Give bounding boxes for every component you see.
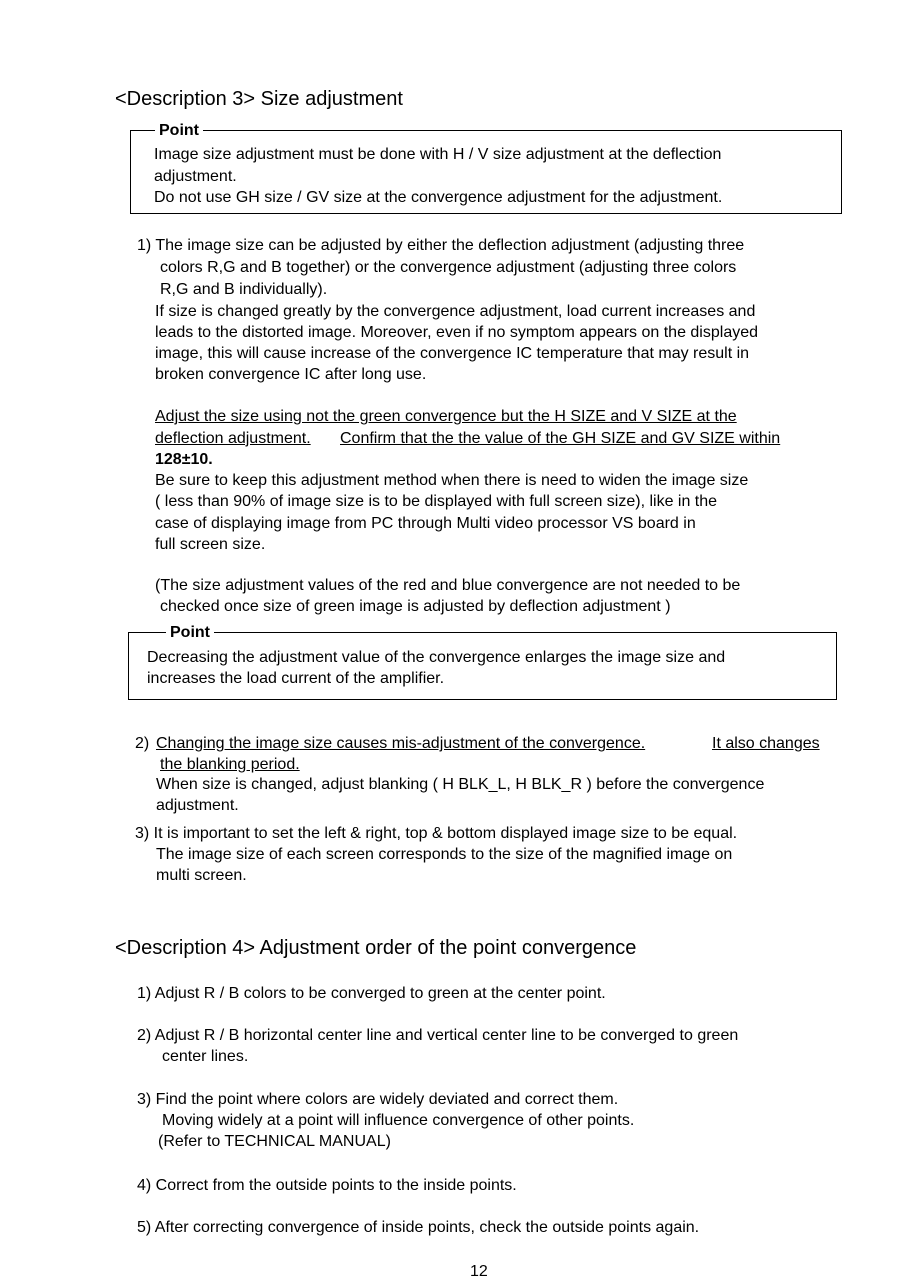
item1-line-5: leads to the distorted image. Moreover, even if no symptom appears on the displayed — [155, 324, 759, 341]
page-number: 12 — [470, 1263, 488, 1280]
item1-underline-2b: Confirm that the the value of the GH SIZE and GV SIZE within — [340, 430, 781, 447]
item3-line-3: multi screen. — [156, 867, 247, 884]
item2-underline-1: Changing the image size causes mis-adjustment of the convergence. — [156, 735, 646, 752]
point-box-1-header: Point — [155, 121, 203, 141]
point-box-2-header: Point — [166, 623, 214, 643]
item1-underline-2a: deflection adjustment. — [155, 430, 311, 447]
item1-line-8: Be sure to keep this adjustment method when there is need to widen the image size — [155, 472, 749, 489]
point-box-1-rule — [248, 130, 840, 131]
point1-line-1: Image size adjustment must be done with H / V size adjustment at the deflection — [154, 146, 722, 163]
item2-underline-2: It also changes — [712, 735, 820, 752]
section-3-title: <Description 3> Size adjustment — [115, 88, 403, 110]
item3-line-1: 3) It is important to set the left & right, top & bottom displayed image size to be equal. — [135, 825, 738, 842]
item2-line-2: adjustment. — [156, 797, 239, 814]
item2-line-1: When size is changed, adjust blanking ( H BLK_L, H BLK_R ) before the convergence — [156, 776, 765, 793]
item1-line-10: case of displaying image from PC through Multi video processor VS board in — [155, 515, 696, 532]
item1-line-4: If size is changed greatly by the convergence adjustment, load current increases and — [155, 303, 756, 320]
item1-line-3: R,G and B individually). — [160, 281, 328, 298]
sec4-item-2: 2) Adjust R / B horizontal center line and vertical center line to be converged to green — [137, 1027, 739, 1044]
point2-line-2: increases the load current of the amplifier. — [147, 670, 445, 687]
item1-bold-range: 128±10. — [155, 451, 213, 468]
sec4-item-5: 5) After correcting convergence of inside points, check the outside points again. — [137, 1219, 700, 1236]
item1-line-9: ( less than 90% of image size is to be displayed with full screen size), like in the — [155, 493, 718, 510]
point2-line-1: Decreasing the adjustment value of the convergence enlarges the image size and — [147, 649, 726, 666]
item1-underline-1: Adjust the size using not the green convergence but the H SIZE and V SIZE at the — [155, 408, 737, 425]
item1-line-12: (The size adjustment values of the red and blue convergence are not needed to be — [155, 577, 741, 594]
sec4-item-1: 1) Adjust R / B colors to be converged to green at the center point. — [137, 985, 606, 1002]
sec4-item-2-cont: center lines. — [162, 1048, 249, 1065]
point-box-2-rule — [246, 632, 835, 633]
item1-line-2: colors R,G and B together) or the convergence adjustment (adjusting three colors — [160, 259, 737, 276]
sec4-item-3: 3) Find the point where colors are widely deviated and correct them. — [137, 1091, 619, 1108]
item1-line-1: 1) The image size can be adjusted by either the deflection adjustment (adjusting three — [137, 237, 745, 254]
item3-line-2: The image size of each screen corresponds to the size of the magnified image on — [156, 846, 733, 863]
item1-line-6: image, this will cause increase of the convergence IC temperature that may result in — [155, 345, 750, 362]
sec4-item-3-cont-2: (Refer to TECHNICAL MANUAL) — [158, 1133, 391, 1150]
item1-line-11: full screen size. — [155, 536, 266, 553]
sec4-item-3-cont-1: Moving widely at a point will influence convergence of other points. — [162, 1112, 635, 1129]
item1-line-13: checked once size of green image is adjusted by deflection adjustment ) — [160, 598, 671, 615]
item1-line-7: broken convergence IC after long use. — [155, 366, 427, 383]
point1-line-3: Do not use GH size / GV size at the convergence adjustment for the adjustment. — [154, 189, 723, 206]
item2-underline-3: the blanking period. — [160, 756, 300, 773]
point1-line-2: adjustment. — [154, 168, 237, 185]
section-4-title: <Description 4> Adjustment order of the point convergence — [115, 937, 637, 959]
item2-prefix: 2) — [135, 735, 150, 752]
sec4-item-4: 4) Correct from the outside points to the inside points. — [137, 1177, 517, 1194]
